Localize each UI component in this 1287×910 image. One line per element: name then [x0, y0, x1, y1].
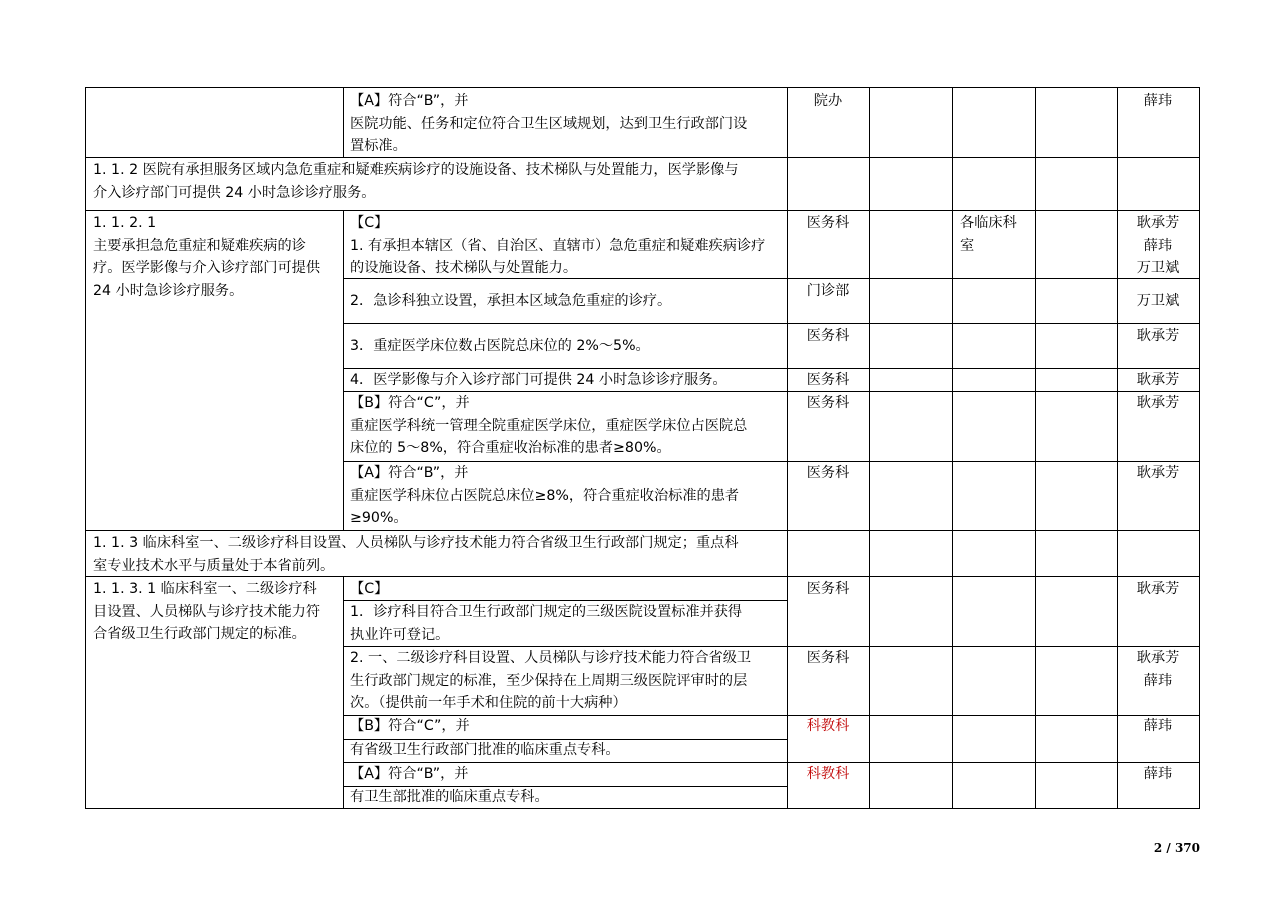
requirement-text: 【C】	[350, 215, 389, 231]
responsible-person: 万卫斌	[1136, 293, 1180, 309]
table-cell	[1035, 646, 1117, 715]
requirement-text: 3．重症医学床位数占医院总床位的 2%～5%。	[350, 338, 650, 354]
requirement-text: 重症医学科床位占医院总床位≥8%，符合重症收治标准的患者	[350, 487, 740, 504]
responsible-person: 耿承芳	[1136, 581, 1180, 597]
table-cell	[869, 278, 952, 323]
table-cell	[1035, 157, 1117, 210]
requirement-text: 【A】符合“B”，并	[350, 93, 469, 109]
dept-label: 门诊部	[806, 283, 850, 299]
table-cell	[952, 530, 1035, 576]
table-cell	[1035, 210, 1117, 278]
item-text: 主要承担急危重症和疑难疾病的诊	[93, 237, 306, 254]
item-text: 24 小时急诊诊疗服务。	[93, 282, 244, 299]
table-cell	[952, 368, 1035, 391]
table-cell	[869, 530, 952, 576]
dept-label: 医务科	[806, 328, 850, 344]
table-cell	[869, 323, 952, 368]
item-text: 合省级卫生行政部门规定的标准。	[93, 626, 306, 642]
dept-label: 院办	[813, 93, 843, 109]
grade-heading: 【A】符合“B”，并	[350, 766, 469, 782]
table-cell	[1035, 530, 1117, 576]
table-cell	[1035, 461, 1117, 530]
item-text: 1. 1. 2. 1	[93, 215, 157, 231]
cooperating-dept: 室	[960, 237, 975, 254]
table-cell	[869, 461, 952, 530]
requirement-text: 置标准。	[350, 138, 407, 154]
table-cell	[869, 157, 952, 210]
requirement-text: 重症医学科统一管理全院重症医学床位，重症医学床位占医院总	[350, 417, 748, 434]
requirement-text: 2．急诊科独立设置，承担本区域急危重症的诊疗。	[350, 293, 672, 309]
responsible-person: 万卫斌	[1136, 260, 1180, 276]
responsible-person: 耿承芳	[1136, 372, 1180, 388]
responsible-person: 薛玮	[1143, 237, 1173, 254]
table-cell	[952, 87, 1035, 157]
table-cell	[869, 87, 952, 157]
dept-label: 科教科	[806, 718, 850, 734]
table-cell	[869, 391, 952, 461]
table-cell	[1117, 530, 1199, 576]
table-cell	[952, 278, 1035, 323]
table-cell	[869, 715, 952, 762]
table-cell	[1035, 87, 1117, 157]
dept-label: 医务科	[806, 581, 850, 597]
table-cell	[952, 646, 1035, 715]
item-text: 1. 1. 3. 1 临床科室一、二级诊疗科	[93, 581, 317, 597]
table-cell	[869, 762, 952, 809]
table-cell	[787, 530, 869, 576]
requirement-text: 生行政部门规定的标准，至少保持在上周期三级医院评审时的层	[350, 672, 748, 689]
responsible-person: 耿承芳	[1136, 465, 1180, 481]
table-cell	[869, 368, 952, 391]
responsible-person: 薛玮	[1143, 672, 1173, 689]
table-cell	[952, 576, 1035, 646]
item-text: 疗。医学影像与介入诊疗部门可提供	[93, 260, 321, 276]
table-cell	[1035, 391, 1117, 461]
dept-label: 医务科	[806, 650, 850, 666]
dept-label: 医务科	[806, 215, 850, 231]
dept-label: 医务科	[806, 395, 850, 411]
dept-label: 医务科	[806, 465, 850, 481]
section-title: 1. 1. 2 医院有承担服务区域内急危重症和疑难疾病诊疗的设施设备、技术梯队与处置能力，医学影像与	[93, 162, 739, 178]
responsible-person: 薛玮	[1143, 766, 1173, 782]
responsible-person: 耿承芳	[1136, 328, 1180, 344]
table-cell	[952, 323, 1035, 368]
section-title: 介入诊疗部门可提供 24 小时急诊诊疗服务。	[93, 184, 376, 201]
requirement-text: 次。（提供前一年手术和住院的前十大病种）	[350, 695, 627, 711]
responsible-person: 薛玮	[1143, 93, 1173, 109]
requirement-text: 执业许可登记。	[350, 626, 450, 643]
requirement-text: 有省级卫生行政部门批准的临床重点专科。	[350, 742, 620, 758]
requirement-text: 床位的 5～8%，符合重症收治标准的患者≥80%。	[350, 440, 671, 456]
grade-heading: 【C】	[350, 581, 389, 597]
table-cell	[787, 157, 869, 210]
table-cell	[1035, 576, 1117, 646]
table-cell	[952, 461, 1035, 530]
requirement-text: 1. 有承担本辖区（省、自治区、直辖市）急危重症和疑难疾病诊疗	[350, 237, 766, 254]
table-cell	[952, 762, 1035, 809]
requirement-text: 4．医学影像与介入诊疗部门可提供 24 小时急诊诊疗服务。	[350, 372, 727, 388]
item-text: 目设置、人员梯队与诊疗技术能力符	[93, 603, 321, 620]
item-cell	[85, 87, 343, 157]
table-cell	[1035, 368, 1117, 391]
requirement-text: ≥90%。	[350, 510, 408, 526]
requirement-text: 的设施设备、技术梯队与处置能力。	[350, 260, 578, 276]
responsible-person: 耿承芳	[1136, 395, 1180, 411]
table-cell	[1117, 157, 1199, 210]
page-number: 2 / 370	[1153, 841, 1200, 855]
requirement-text: 医院功能、任务和定位符合卫生区域规划，达到卫生行政部门设	[350, 115, 748, 132]
dept-label: 医务科	[806, 372, 850, 388]
requirement-text: 【A】符合“B”，并	[350, 465, 469, 481]
requirement-text: 1．诊疗科目符合卫生行政部门规定的三级医院设置标准并获得	[350, 604, 743, 620]
requirement-text: 【B】符合“C”，并	[350, 395, 470, 411]
table-cell	[952, 157, 1035, 210]
dept-label: 科教科	[806, 766, 850, 782]
table-cell	[869, 576, 952, 646]
requirement-cell	[343, 576, 787, 600]
cooperating-dept: 各临床科	[960, 215, 1017, 231]
table-cell	[1035, 323, 1117, 368]
table-cell	[1035, 715, 1117, 762]
requirement-text: 有卫生部批准的临床重点专科。	[350, 789, 549, 805]
table-cell	[952, 715, 1035, 762]
table-cell	[1035, 278, 1117, 323]
section-title: 室专业技术水平与质量处于本省前列。	[93, 557, 335, 574]
requirement-text: 2. 一、二级诊疗科目设置、人员梯队与诊疗技术能力符合省级卫	[350, 650, 752, 666]
table-cell	[952, 391, 1035, 461]
responsible-person: 耿承芳	[1136, 650, 1180, 666]
section-title: 1. 1. 3 临床科室一、二级诊疗科目设置、人员梯队与诊疗技术能力符合省级卫生行政部门规定；重点科	[93, 535, 739, 551]
responsible-person: 薛玮	[1143, 718, 1173, 734]
responsible-person: 耿承芳	[1136, 215, 1180, 231]
table-cell	[869, 210, 952, 278]
grade-heading: 【B】符合“C”，并	[350, 718, 470, 734]
table-cell	[1035, 762, 1117, 809]
table-cell	[869, 646, 952, 715]
